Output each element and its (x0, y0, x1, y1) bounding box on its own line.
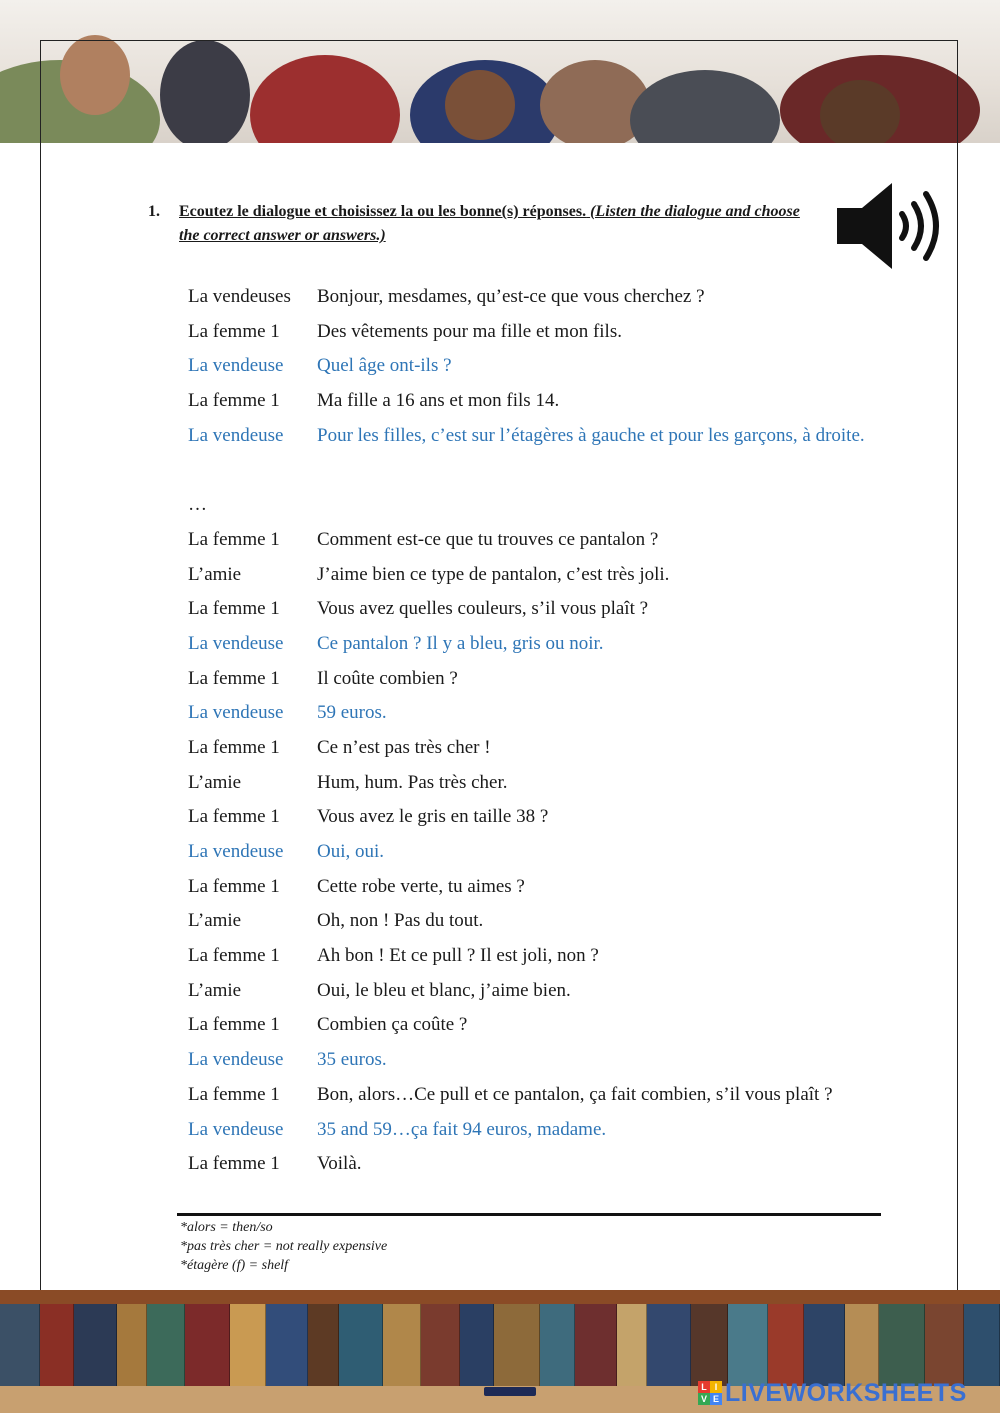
dialogue-text: Ce n’est pas très cher ! (317, 736, 491, 758)
dialogue-line (188, 731, 888, 766)
liveworksheets-logo (698, 1378, 967, 1408)
dialogue-line (188, 1113, 888, 1148)
dialogue-line (188, 627, 888, 662)
dialogue-line (188, 1078, 888, 1113)
dialogue-text: Quel âge ont-ils ? (317, 355, 452, 377)
dialogue-text: Ce pantalon ? Il y a bleu, gris ou noir. (317, 632, 604, 654)
dialogue-transcript (188, 280, 888, 1182)
instruction-english: (Listen the dialogue and choose the correct answer or answers.) (179, 203, 800, 244)
speaker-name: La vendeuses (188, 286, 291, 307)
glossary-item: *étagère (f) = shelf (180, 1258, 289, 1273)
dialogue-line (188, 1008, 888, 1043)
instruction-text (179, 200, 819, 248)
speaker-name: La femme 1 (188, 1014, 280, 1036)
speaker-name: L’amie (188, 771, 242, 793)
speaker-name: La vendeuse (188, 424, 284, 446)
dialogue-line (188, 939, 888, 974)
speaker-name: La femme 1 (188, 875, 280, 897)
speaker-name: La femme 1 (188, 320, 280, 342)
speaker-name: La vendeuse (188, 1049, 284, 1071)
dialogue-text: J’aime bien ce type de pantalon, c’est très joli. (317, 563, 670, 585)
instruction-french: Ecoutez le dialogue et choisissez la ou les bonne(s) réponses. (179, 203, 587, 220)
dialogue-text: Des vêtements pour ma fille et mon fils. (317, 320, 622, 342)
dialogue-line (188, 280, 888, 315)
speaker-name: L’amie (188, 563, 242, 585)
dialogue-line (188, 974, 888, 1009)
dialogue-text: Ma fille a 16 ans et mon fils 14. (317, 390, 560, 412)
dialogue-text: Bonjour, mesdames, qu’est-ce que vous cherchez ? (317, 286, 705, 307)
dialogue-text: Voilà. (317, 1153, 362, 1175)
dialogue-text: Oh, non ! Pas du tout. (317, 910, 484, 932)
dialogue-text: Bon, alors…Ce pull et ce pantalon, ça fait combien, s’il vous plaît ? (317, 1083, 833, 1105)
dialogue-line (188, 315, 888, 350)
dialogue-text: Vous avez le gris en taille 38 ? (317, 806, 549, 828)
book-spines (0, 1304, 1000, 1386)
speaker-name: La vendeuse (188, 1118, 284, 1140)
dialogue-ellipsis (188, 488, 888, 523)
dialogue-text: Ah bon ! Et ce pull ? Il est joli, non ? (317, 945, 599, 967)
dialogue-text: 35 euros. (317, 1049, 387, 1071)
dialogue-text: Combien ça coûte ? (317, 1014, 468, 1036)
dialogue-text: Hum, hum. Pas très cher. (317, 771, 508, 793)
dialogue-text: 35 and 59…ça fait 94 euros, madame. (317, 1118, 607, 1140)
dialogue-line (188, 1147, 888, 1182)
dialogue-line (188, 384, 888, 419)
speaker-name: L’amie (188, 979, 242, 1001)
speaker-name: La femme 1 (188, 1083, 280, 1105)
speaker-volume-icon[interactable] (834, 180, 944, 272)
speaker-name: La vendeuse (188, 841, 284, 863)
dialogue-line (188, 696, 888, 731)
shelf-top (0, 1290, 1000, 1304)
brand-wordmark: LIVEWORKSHEETS (725, 1378, 967, 1407)
dialogue-line (188, 523, 888, 558)
dialogue-line (188, 835, 888, 870)
speaker-name: La femme 1 (188, 736, 280, 758)
dialogue-line (188, 662, 888, 697)
ellipsis: … (188, 494, 207, 516)
glossary-divider (177, 1213, 881, 1216)
liveworksheets-logo-icon: L I V E (698, 1381, 722, 1405)
dialogue-text: Comment est-ce que tu trouves ce pantalon ? (317, 528, 659, 550)
dialogue-line (188, 766, 888, 801)
speaker-name: La femme 1 (188, 390, 280, 412)
speaker-name: L’amie (188, 910, 242, 932)
exercise-number: 1. (148, 203, 160, 220)
speaker-name: La vendeuse (188, 632, 284, 654)
speaker-name: La vendeuse (188, 702, 284, 724)
dialogue-line (188, 592, 888, 627)
dialogue-line (188, 558, 888, 593)
glossary-item: *alors = then/so (180, 1220, 273, 1235)
dialogue-text: Cette robe verte, tu aimes ? (317, 875, 525, 897)
dialogue-text: Oui, le bleu et blanc, j’aime bien. (317, 979, 571, 1001)
speaker-name: La femme 1 (188, 806, 280, 828)
dialogue-line (188, 800, 888, 835)
dialogue-text: Vous avez quelles couleurs, s’il vous plaît ? (317, 598, 649, 620)
speaker-name: La femme 1 (188, 528, 280, 550)
glossary-item: *pas très cher = not really expensive (180, 1239, 388, 1254)
speaker-name: La femme 1 (188, 945, 280, 967)
dialogue-text: Il coûte combien ? (317, 667, 458, 689)
header-classroom-photo (0, 0, 1000, 143)
speaker-name: La femme 1 (188, 598, 280, 620)
dialogue-line (188, 349, 888, 384)
speaker-name: La femme 1 (188, 667, 280, 689)
speaker-name: La vendeuse (188, 355, 284, 377)
dialogue-line (188, 419, 888, 488)
glossary (180, 1218, 387, 1275)
dialogue-line (188, 904, 888, 939)
dialogue-text: Oui, oui. (317, 841, 385, 863)
dialogue-line (188, 870, 888, 905)
page-nav-badge (484, 1387, 536, 1396)
dialogue-text: Pour les filles, c’est sur l’étagères à gauche et pour les garçons, à droite. (317, 424, 865, 446)
speaker-name: La femme 1 (188, 1153, 280, 1175)
dialogue-text: 59 euros. (317, 702, 387, 724)
dialogue-line (188, 1043, 888, 1078)
